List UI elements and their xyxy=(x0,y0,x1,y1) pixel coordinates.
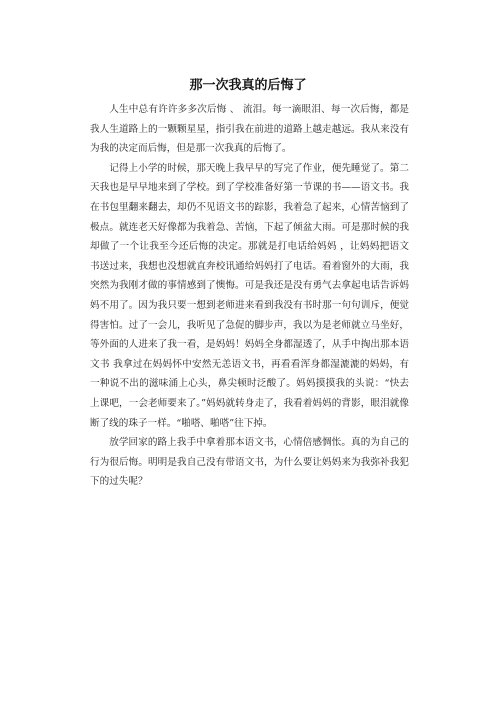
essay-title: 那一次我真的后悔了 xyxy=(189,78,307,93)
paragraph-1: 人生中总有许许多多次后悔 、 流泪。每一滴眼泪、每一次后悔，都是我人生道路上的一颗颗星星，指引我在前进的道路上越走越远。我从来没有为我的决定而后悔，但是那一次我真的后悔了。 xyxy=(90,104,409,155)
paragraph-3: 放学回家的路上我手中拿着那本语文书，心情倍感惆怅。真的为自己的行为很后悔。明明是我自己没有带语文书，为什么要让妈妈来为我弥补我犯下的过失呢？ xyxy=(90,437,409,488)
essay-body xyxy=(90,100,409,492)
paragraph-2: 记得上小学的时候，那天晚上我早早的写完了作业，便先睡觉了。第二天我也是早早地来到了学校。到了学校准备好第一节课的书——语文书。我在书包里翻来翻去，却仍不见语文书的踪影，我着急了起来，心情苦恼到了极点。就连老天好像都为我着急、苦恼，下起了倾盆大雨。可是那时候的我却做了一个让我至今还后悔的决定。那就是打电话给妈妈 ，让妈妈把语文书送过来，我想也没想就直奔校讯通给妈妈打了电话。看着窗外的大雨，我突然为我刚才做的事情感到了懊悔。可是我还是没有勇气去拿起电话告诉妈妈不用了。因为我只要一想到老师进来看到我没有书时那一句句训斥，便觉得害怕。过了一会儿，我听见了急促的脚步声，我以为是老师就立马坐好，等外面的人进来了我一看，是妈妈！妈妈全身都湿透了，从手中掏出那本语文书 我拿过在妈妈怀中安然无恙语文书，再看看浑身都湿漉漉的妈妈，有一种说不出的滋味涌上心头，鼻尖顿时泛酸了。妈妈摸摸我的头说：“快去上课吧，一会老师要来了。”妈妈就转身走了，我看着妈妈的背影，眼泪就像断了线的珠子一样。“啪嗒、啪嗒”往下掉。 xyxy=(90,162,409,429)
